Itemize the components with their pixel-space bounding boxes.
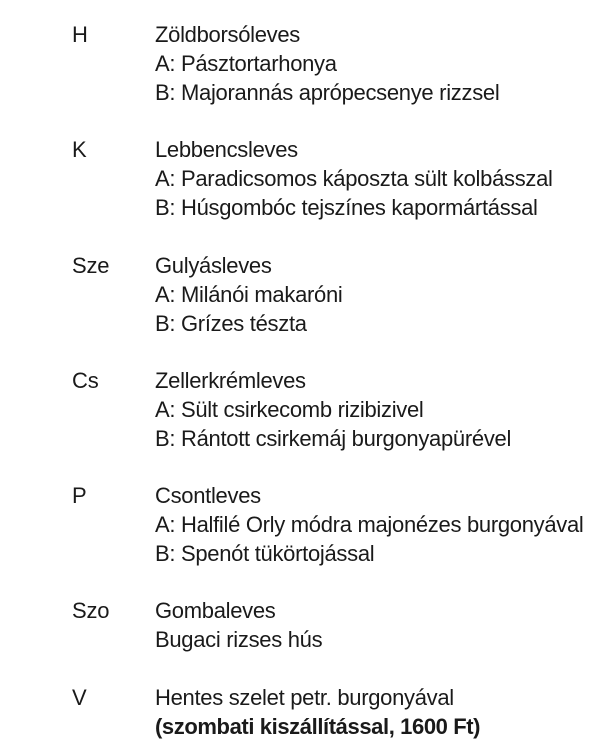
main-course-b: B: Húsgombóc tejszínes kapormártással — [155, 195, 538, 220]
soup-name: Zellerkrémleves — [155, 368, 306, 393]
day-code: Szo — [72, 598, 110, 623]
soup-name: Gulyásleves — [155, 253, 272, 278]
dish-list — [155, 683, 600, 741]
main-course-b: B: Spenót tükörtojással — [155, 541, 375, 566]
dish-list — [155, 481, 600, 568]
delivery-note: (szombati kiszállítással, 1600 Ft) — [155, 714, 481, 739]
day-code: P — [72, 483, 87, 508]
main-course: Bugaci rizses hús — [155, 627, 323, 652]
main-course-a: A: Paradicsomos káposzta sült kolbásszal — [155, 166, 553, 191]
soup-name: Zöldborsóleves — [155, 22, 300, 47]
soup-name: Csontleves — [155, 483, 261, 508]
dish-list — [155, 20, 600, 107]
main-course-b: B: Majorannás aprópecsenye rizzsel — [155, 80, 500, 105]
dish-list — [155, 596, 600, 654]
main-course: Hentes szelet petr. burgonyával — [155, 685, 454, 710]
day-code: Sze — [72, 253, 110, 278]
main-course-a: A: Sült csirkecomb rizibizivel — [155, 397, 424, 422]
day-code: H — [72, 22, 88, 47]
day-code: K — [72, 137, 87, 162]
main-course-a: A: Halfilé Orly módra majonézes burgonyával — [155, 512, 584, 537]
soup-name: Lebbencsleves — [155, 137, 298, 162]
main-course-b: B: Grízes tészta — [155, 311, 307, 336]
main-course-b: B: Rántott csirkemáj burgonyapürével — [155, 426, 512, 451]
dish-list — [155, 135, 600, 222]
main-course-a: A: Pásztortarhonya — [155, 51, 337, 76]
day-code: Cs — [72, 368, 99, 393]
soup-name: Gombaleves — [155, 598, 276, 623]
dish-list — [155, 251, 600, 338]
dish-list — [155, 366, 600, 453]
day-code: V — [72, 685, 87, 710]
main-course-a: A: Milánói makaróni — [155, 282, 343, 307]
